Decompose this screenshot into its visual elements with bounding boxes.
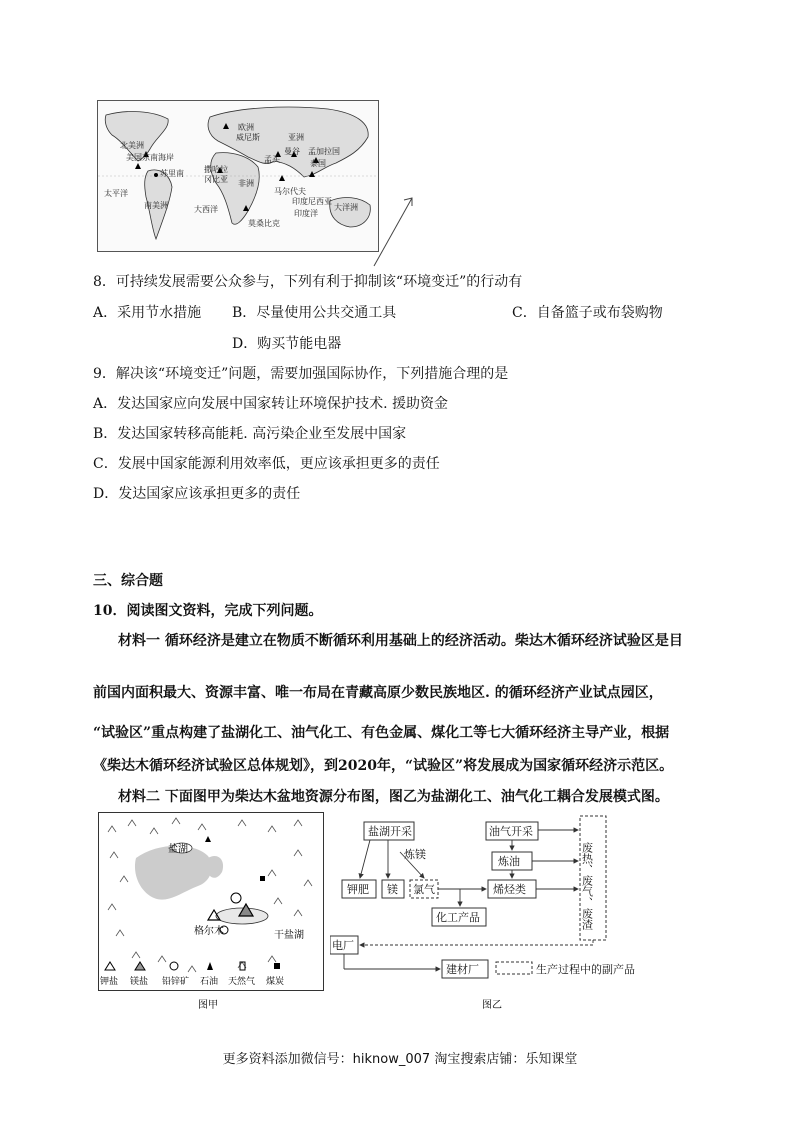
label-oceania: 大洋洲 bbox=[334, 203, 358, 212]
label-golmud: 格尔木 bbox=[194, 926, 224, 937]
node-olefin: 烯烃类 bbox=[493, 883, 526, 896]
figure-yi bbox=[330, 812, 660, 1017]
q9-option-c: C．发展中国家能源利用效率低，更应该承担更多的责任 bbox=[93, 456, 440, 472]
label-indonesia: 印度尼西亚 bbox=[292, 197, 332, 206]
label-indian-ocean: 印度洋 bbox=[294, 209, 318, 218]
label-south-america: 南美洲 bbox=[144, 201, 168, 210]
node-salt-mining: 盐湖开采 bbox=[368, 825, 412, 838]
legend-magnesium: 镁盐 bbox=[130, 977, 149, 987]
label-pacific: 太平洋 bbox=[104, 189, 128, 198]
legend-coal: 煤炭 bbox=[266, 977, 285, 987]
node-building-plant: 建材厂 bbox=[446, 963, 479, 976]
label-gambia: 冈比亚 bbox=[204, 175, 228, 184]
world-map-figure bbox=[97, 100, 379, 252]
node-oil-mining: 油气开采 bbox=[489, 825, 533, 838]
material2-text: 材料二 下面图甲为柴达木盆地资源分布图，图乙为盐湖化工、油气化工耦合发展模式图。 bbox=[118, 789, 669, 805]
legend-potash: 钾盐 bbox=[100, 977, 119, 987]
q9-stem: 9．解决该“环境变迁”问题，需要加强国际协作，下列措施合理的是 bbox=[93, 366, 509, 382]
node-potash: 钾肥 bbox=[347, 883, 369, 896]
node-smelt-mg: 炼镁 bbox=[404, 848, 426, 861]
footer-text: 更多资料添加微信号：hiknow_007 淘宝搜索店铺：乐知课堂 bbox=[222, 1052, 578, 1067]
legend-lead-zinc: 铅锌矿 bbox=[162, 977, 190, 987]
q9-option-a: A．发达国家应向发展中国家转让环境保护技术. 援助资金 bbox=[93, 396, 449, 412]
label-atlantic: 大西洋 bbox=[194, 205, 218, 214]
material1-line4: 《柴达木循环经济试验区总体规划》，到2020年，“试验区”将发展成为国家循环经济示范区。 bbox=[93, 758, 674, 774]
lead-zinc-symbol bbox=[231, 893, 241, 903]
q8-stem: 8．可持续发展需要公众参与，下列有利于抑制该“环境变迁”的行动有 bbox=[93, 274, 523, 290]
q8-option-a: A．采用节水措施 bbox=[93, 305, 202, 321]
node-chlorine: 氯气 bbox=[413, 883, 435, 896]
label-thailand: 泰国 bbox=[310, 159, 326, 168]
material1-line1: 材料一 循环经济是建立在物质不断循环利用基础上的经济活动。柴达木循环经济试验区是目 bbox=[118, 633, 683, 649]
label-venice: 威尼斯 bbox=[236, 133, 260, 142]
label-bangladesh: 孟加拉国 bbox=[308, 147, 340, 156]
q9-option-d: D．发达国家应该承担更多的责任 bbox=[93, 486, 301, 502]
material1-line3: “试验区”重点构建了盐湖化工、油气化工、有色金属、煤化工等七大循环经济主导产业，根据 bbox=[93, 725, 670, 741]
label-dry-salt-lake: 干盐湖 bbox=[274, 930, 304, 941]
label-sahara: 撒哈拉 bbox=[204, 165, 228, 174]
label-bangkok: 曼谷 bbox=[284, 147, 300, 156]
q10-stem: 10．阅读图文资料，完成下列问题。 bbox=[93, 603, 323, 619]
legend-oil: 石油 bbox=[200, 977, 219, 987]
figure-jia-frame bbox=[99, 813, 324, 991]
q8-option-d: D．购买节能电器 bbox=[232, 336, 342, 352]
label-mozambique: 莫桑比克 bbox=[248, 219, 280, 228]
figure-jia bbox=[98, 812, 324, 1017]
legend-byproduct: 生产过程中的副产品 bbox=[536, 963, 635, 976]
coal-symbol bbox=[260, 876, 265, 881]
label-north-america: 北美洲 bbox=[120, 141, 144, 150]
node-power-plant: 电厂 bbox=[332, 939, 354, 952]
label-mumbai: 孟买 bbox=[264, 155, 280, 164]
node-mg: 镁 bbox=[387, 883, 398, 896]
caption-yi: 图乙 bbox=[482, 1000, 502, 1011]
q8-option-c: C．自备篮子或布袋购物 bbox=[512, 305, 663, 321]
label-us-southeast: 美国东南海岸 bbox=[126, 153, 174, 162]
label-europe: 欧洲 bbox=[238, 123, 254, 132]
q9-option-b: B．发达国家转移高能耗. 高污染企业至发展中国家 bbox=[93, 426, 407, 442]
section-title: 三、综合题 bbox=[93, 573, 163, 589]
material1-line2: 前国内面积最大、资源丰富、唯一布局在青藏高原少数民族地区. 的循环经济产业试点园区， bbox=[93, 685, 663, 701]
caption-jia: 图甲 bbox=[198, 1000, 218, 1011]
q8-option-b: B．尽量使用公共交通工具 bbox=[232, 305, 397, 321]
label-suriname: 苏里南 bbox=[160, 169, 184, 178]
label-asia: 亚洲 bbox=[288, 133, 304, 142]
legend-gas: 天然气 bbox=[228, 977, 256, 987]
node-refine: 炼油 bbox=[498, 855, 520, 868]
label-maldives: 马尔代夫 bbox=[274, 187, 306, 196]
node-chem-product: 化工产品 bbox=[436, 911, 480, 924]
label-salt-lake: 盐湖 bbox=[168, 844, 188, 855]
stray-arrow bbox=[370, 190, 420, 270]
node-waste: 废热、废气、废渣 bbox=[580, 842, 594, 930]
label-africa: 非洲 bbox=[238, 179, 254, 188]
